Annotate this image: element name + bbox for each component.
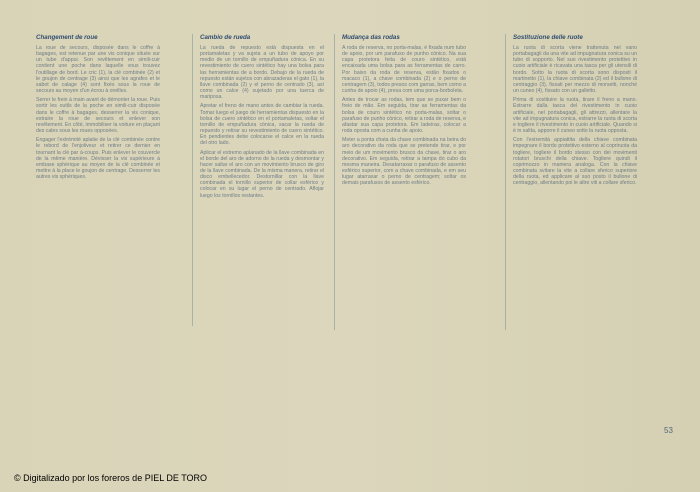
column-paragraph: Apretar el freno de mano antes de cambiar la rueda. Tomar luego el juego de herramientas dispuesto en la bolsa de cuero sintético en el portamaletas, soltar el tornillo de empuñadura cónica, sacar la rueda de repuesto y retirar su revestimiento de cuero sintético. En pendientes debe colocarse el calce en la rueda del otro lado. bbox=[200, 103, 324, 147]
column-paragraph: Antes de trocar as rodas, tem que se puxar bem o freio de mão. Em seguida, tirar as ferramentas da bolsa de couro sintético no porta-malas, soltar o parafuso de punho cónico, retirar a roda de reserva, e afastar sua capa protetora. Em ladeiras, colocar a roda oposta com a cunha de apoio. bbox=[342, 97, 466, 135]
column-spanish bbox=[200, 34, 324, 202]
column-divider bbox=[505, 34, 506, 330]
column-paragraph: La ruota di scorta viene trattenuta nel vano portabagagli da una vite ad impugnatura conica su un tubo di sopporto. Nel suo rivestimento protettivo in cuoio artificiale è ricavata una tasca per gli utensili di bordo. Sotto la ruota di scorta sono disposti il martinetto (1), la chiave combinata (2) ed il bullone di centraggio (3), fissati per mezzo di morsetti, nonché un cuneo (4), fissato con un galletto. bbox=[513, 45, 637, 95]
digitization-credit: © Digitalizado por los foreros de PIEL DE TORO bbox=[14, 473, 208, 483]
column-italian bbox=[513, 34, 637, 189]
column-paragraph: La roue de secours, disposée dans le coffre à bagages, est retenue par une vis conique située sur un tube d'appui. Son revêtement en simili-cuir contient une poche dans laquelle vous trouvez l'outillage de bord. Le cric (1), la clé combinée (2) et le goujon de centrage (3) ainsi que les agrafes et le sabot de calage (4) sont fixés sous la roue de secours au moyen d'un écrou à oreilles. bbox=[36, 45, 160, 95]
page-number: 53 bbox=[664, 426, 673, 435]
column-paragraph: La rueda de repuesto está dispuesta en el portamaletas y va sujeta a un tubo de apoyo por medio de un tornillo de empuñadura cónica. En su revestimiento de cuero sintético hay una bolsa para las herramientas de a bordo. Debajo de la rueda de repuesto están sujetos con abrazaderas el gato (1), la llave combinada (2) y el perno de centrado (3), así como un calce (4) sujetado por una tuerca de mariposa. bbox=[200, 45, 324, 101]
column-paragraph: Con l'estremità appiattita della chiave combinata impegnare il bordo protettivo esterno al copriruota da togliere, togliere il bordo stesso con dei movimenti rotatori bruschi della chiave. Togliere quindi il coprimozzo in maniera analoga. Con la chiave combinata svitare la vite a collare sferico superiore della ruota, ed applicare al suo posto il bullone di centraggio, allentando poi le altre viti a collare sferico. bbox=[513, 137, 637, 187]
column-heading: Sostituzione delle ruote bbox=[513, 34, 583, 41]
column-paragraph: Aplicar el extremo aplanado de la llave combinada en el borde del aro de adorno de la rueda y desmontar y hacer saltar el aro con un movimiento brusco de giro de la llave combinada. De la misma manera, retirar el disco embellecedor. Destornillar con la llave combinada el tornillo superior de collar esférico y colocar en su lugar el perno de centrado. Aflojar luego los tornillos restantes. bbox=[200, 149, 324, 199]
column-heading: Changement de roue bbox=[36, 34, 98, 41]
column-paragraph: Engager l'extrémité aplatie de la clé combinée contre le rebord de l'enjoliveur et retirer ce dernier en tournant la clé par à-coups. Puis enlever le couvercle de la même manière. Dévisser la vis supérieure à embase sphérique au moyen de la clé combinée et mettre à la place le goujon de centrage. Desserrer les autres vis sphériques. bbox=[36, 137, 160, 181]
column-divider bbox=[192, 34, 193, 326]
column-heading: Cambio de rueda bbox=[200, 34, 251, 41]
column-french bbox=[36, 34, 160, 183]
column-paragraph: Serrer le frein à main avant de démonter la roue. Puis sortir les outils de la poche en simili-cuir disposée dans le coffre à bagages, desserrer la vis conique, extraire la roue de secours et enlever son revêtement. En côté, immobiliser la voiture en plaçant des cales sous les roues opposées. bbox=[36, 97, 160, 135]
column-paragraph: A roda de reserva, no porta-malas, é fixada num tubo de apoio, por um parafuso de punho cónico. Na sua capa protetora feita de couro sintético, está encaixada uma bolsa para as ferramentas de carro. Por baixo da roda de reserva, estão fixados o macaco (1), a chave combinada (2) e o perno de centragem (3), todos presos com garras, bem como a cunha de apoio (4), presa com uma porca-borboleta. bbox=[342, 45, 466, 95]
column-paragraph: Prima di sostituire la ruota, tirare il freno a mano. Estrarre dalla tasca del rivestimento in cuoio artificiale, nel portabagagli, gli attrezzi, allentare la vite ad impugnatura conica, estrarre la ruota di scorta e togliere il rivestimento in cuoio artificiale. Quando si è in salita, apporre il cuneo sotto la ruota opposta. bbox=[513, 97, 637, 135]
column-heading: Mudança das rodas bbox=[342, 34, 400, 41]
column-portuguese bbox=[342, 34, 466, 189]
column-divider bbox=[334, 34, 335, 330]
column-paragraph: Meter a ponta chata da chave combinada na beira do aro decorativo da roda que se pretende tirar, e por meio de um movimento brusco da chave, tirar o aro decorativo. Em seguida, retirar a tampa do cubo da mesma maneira. Desatarraxar o parafuso de assento esférico superior, com a chave combinada, e em seu lugar atarraxar o perno de centragem; soltar os demais parafusos de assento esférico. bbox=[342, 137, 466, 187]
